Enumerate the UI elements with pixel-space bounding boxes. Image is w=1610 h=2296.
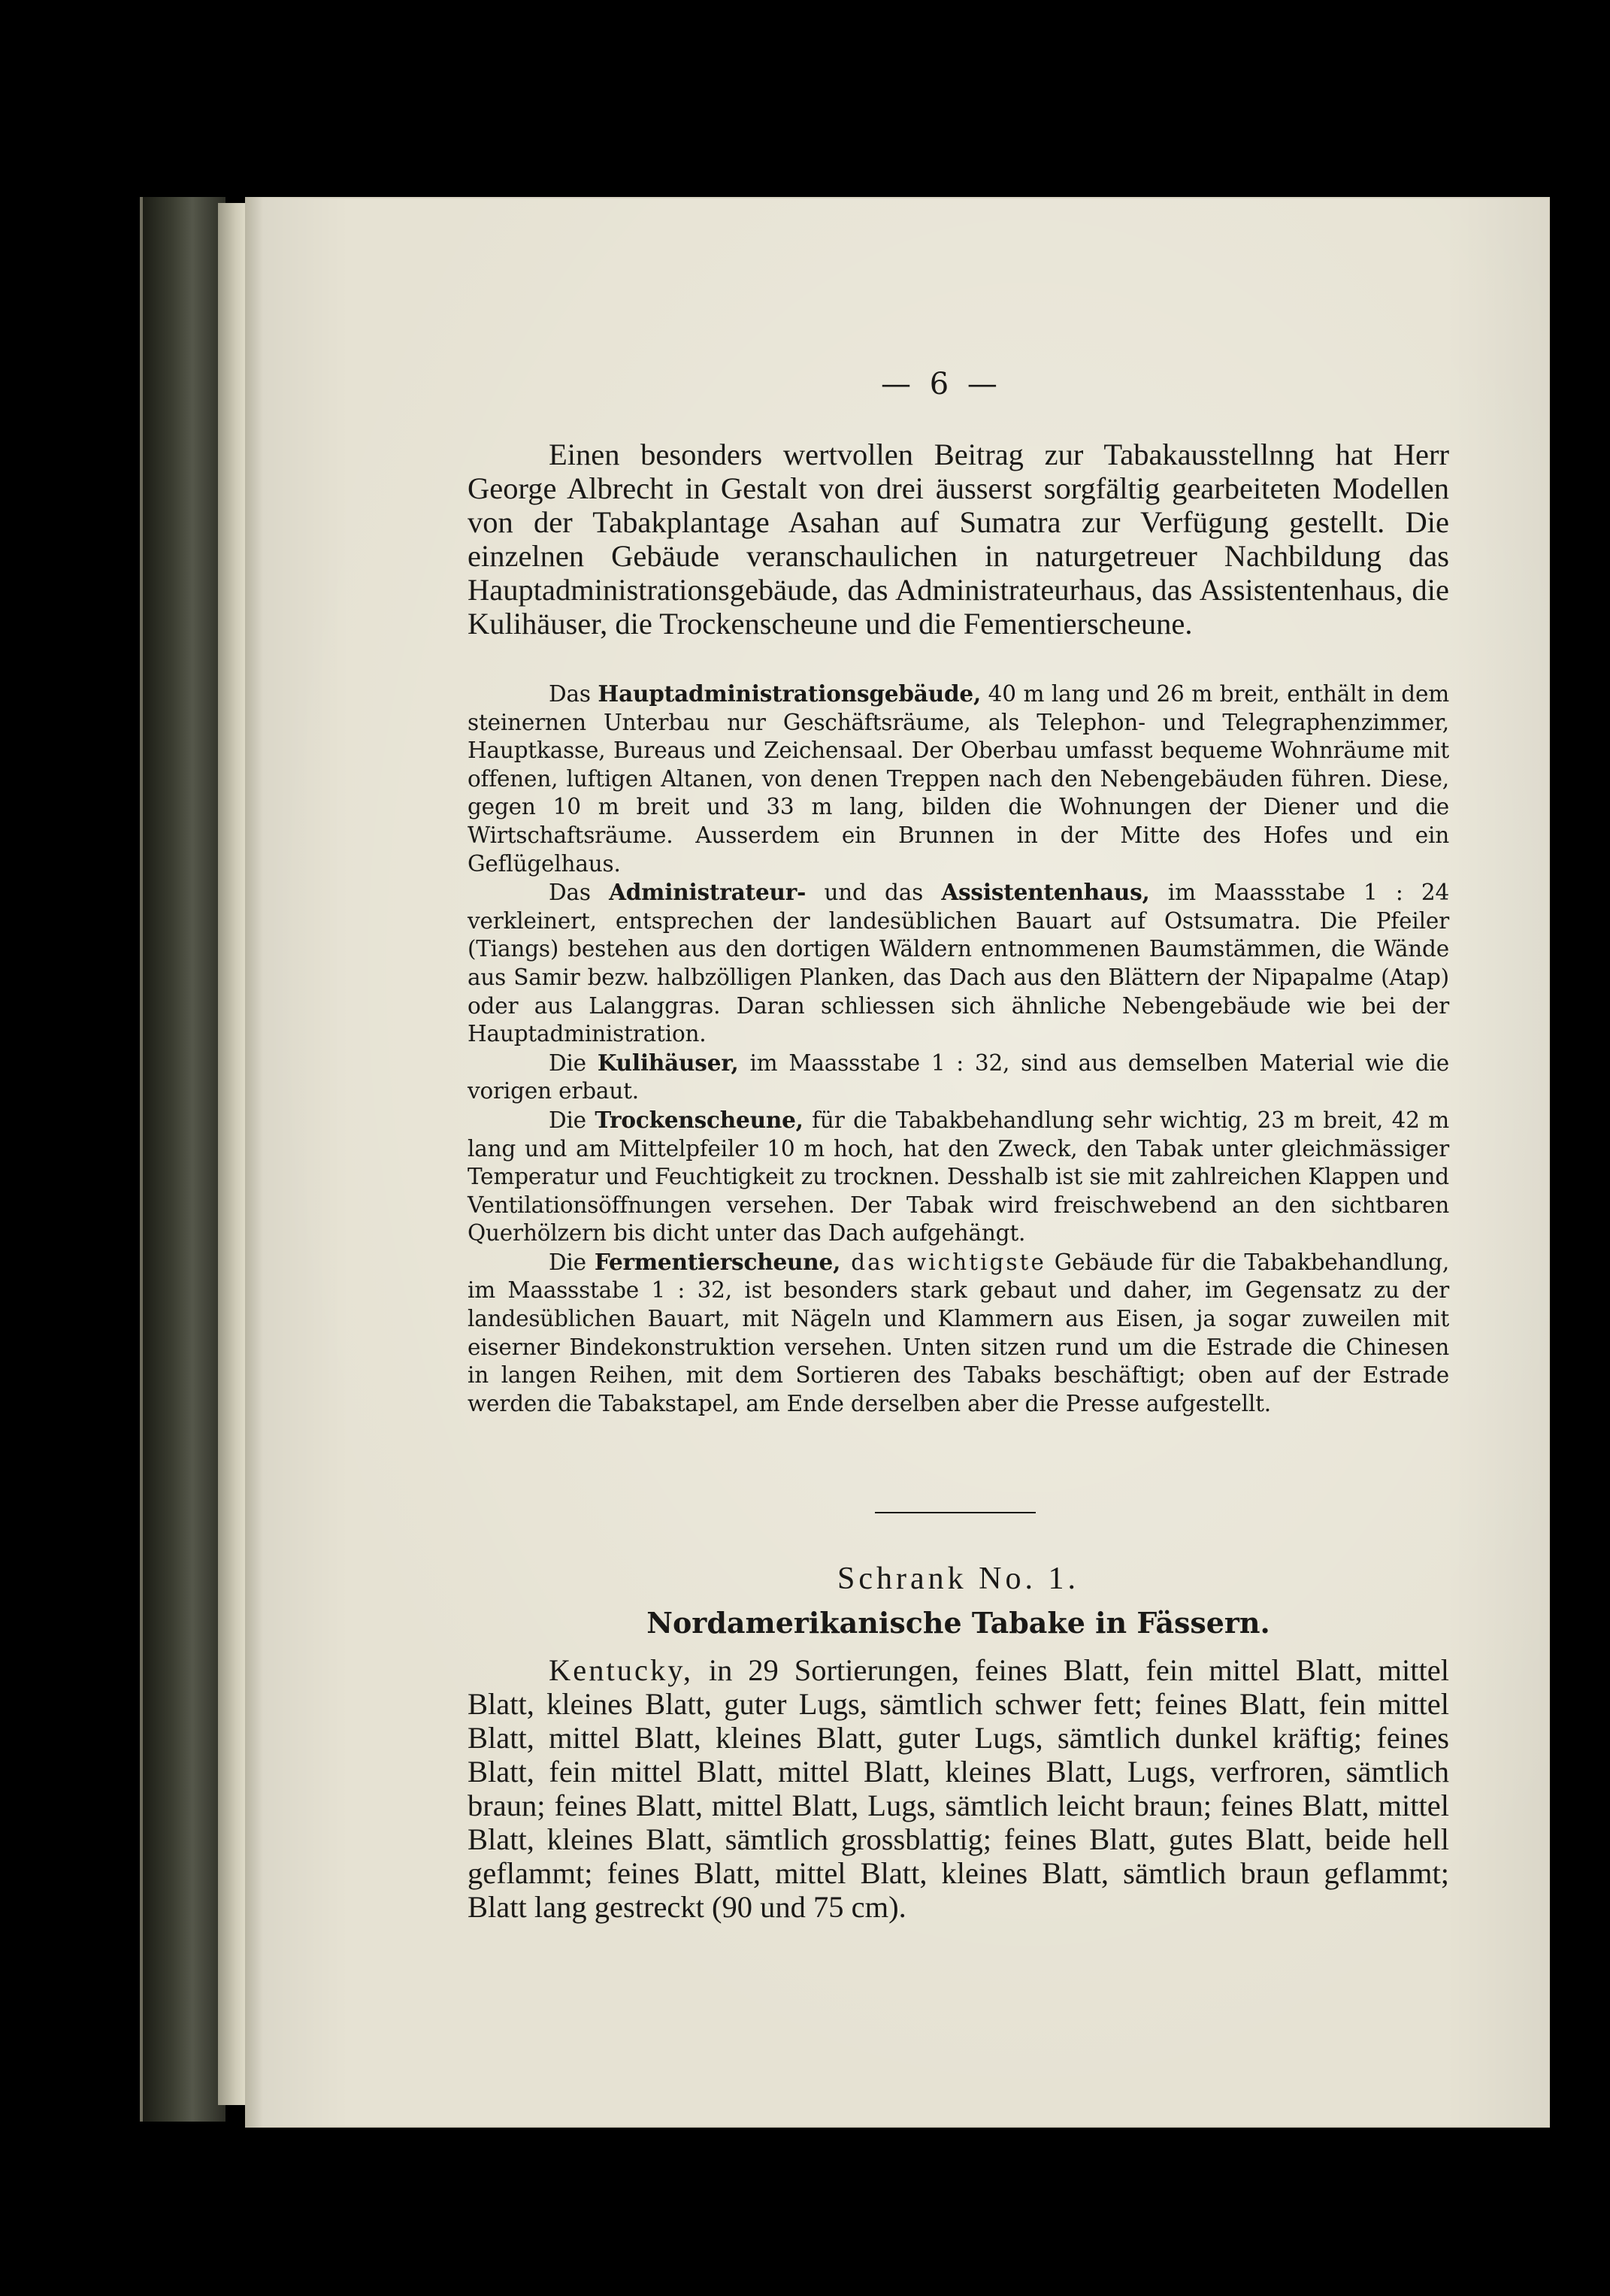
description-mid: und das (806, 880, 942, 906)
description-term: Fermentierscheune, (594, 1248, 841, 1275)
description-lead: Das (549, 880, 610, 906)
book-binding (140, 197, 225, 2122)
description-trockenscheune (468, 1106, 1449, 1248)
kentucky-text (468, 1653, 1449, 1924)
description-term: Kulihäuser, (597, 1049, 739, 1076)
description-term-2: Assistentenhaus, (941, 879, 1150, 906)
description-text: im Maassstabe 1 : 32, sind aus demselben Material wie die vorigen erbaut. (468, 1050, 1450, 1104)
kentucky-paragraph (468, 1653, 1449, 1924)
page-gutter-shadow (245, 197, 263, 2128)
description-fermentierscheune (468, 1248, 1449, 1419)
building-descriptions (468, 680, 1449, 1418)
description-text: 40 m lang und 26 m breit, enthält in dem steinernen Unterbau nur Geschäftsräume, als Telephon- und Telegraphenzimmer, Hauptkasse, Bureaus und Zeichensaal. Der Oberbau umfasst bequeme Wohnräume mit offenen, luftigen Altanen, von denen Treppen nach den Nebengebäuden führen. Diese, gegen 10 m breit und 33 m lang, bilden die Wohnungen der Diener und die Wirtschaftsräume. Ausserdem ein Brunnen in der Mitte des Hofes und ein Geflügelhaus. (468, 681, 1449, 877)
description-lead: Die (549, 1249, 595, 1275)
description-kulihaeuser (468, 1049, 1449, 1106)
description-lead: Die (549, 1107, 595, 1133)
cabinet-heading: Schrank No. 1. (837, 1561, 1079, 1596)
description-administrateurhaus (468, 878, 1449, 1049)
description-emphasis: das wichtigste (840, 1249, 1046, 1275)
kentucky-lead: Kentucky, (549, 1653, 693, 1687)
description-term: Hauptadministrationsgebäude, (598, 680, 982, 707)
description-lead: Das (549, 681, 598, 707)
kentucky-body: in 29 Sortierungen, feines Blatt, fein mittel Blatt, mittel Blatt, kleines Blatt, guter Lugs, sämtlich schwer fett; feines Blatt, fein mittel Blatt, mittel Blatt, kleines Blatt, guter Lugs, sämtlich dunkel kräftig; feines Blatt, fein mittel Blatt, mittel Blatt, kleines Blatt, Lugs, verfroren, sämtlich braun; feines Blatt, mittel Blatt, Lugs, sämtlich leicht braun; feines Blatt, mittel Blatt, kleines Blatt, sämtlich grossblattig; feines Blatt, gutes Blatt, beide hell geflammt; feines Blatt, mittel Blatt, kleines Blatt, sämtlich braun geflammt; Blatt lang gestreckt (90 und 75 cm). (468, 1653, 1449, 1924)
description-term: Trockenscheune, (595, 1106, 803, 1133)
section-title: Nordamerikanische Tabake in Fässern. (646, 1606, 1270, 1640)
description-text: für die Tabakbehandlung sehr wichtig, 23 m breit, 42 m lang und am Mittelpfeiler 10 m hoch, hat den Zweck, den Tabak unter gleichmässiger Temperatur und Feuchtigkeit zu trocknen. Desshalb ist sie mit zahlreichen Klappen und Ventilationsöffnungen versehen. Der Tabak wird freischwebend an den sichtbaren Querhölzern bis dicht unter das Dach aufgehängt. (468, 1107, 1450, 1246)
section-divider (875, 1512, 1036, 1513)
description-text: Gebäude für die Tabakbehandlung, im Maassstabe 1 : 32, ist besonders stark gebaut und daher, im Gegensatz zu der landesüblichen Bauart, mit Nägeln und Klammern aus Eisen, ja sogar zuweilen mit eiserner Bindekonstruktion versehen. Unten sitzen rund um die Estrade die Chinesen in langen Reihen, mit dem Sortieren des Tabaks beschäftigt; oben auf der Estrade werden die Tabakstapel, am Ende derselben aber die Presse aufgestellt. (468, 1249, 1450, 1416)
description-text: im Maassstabe 1 : 24 verkleinert, entsprechen der landesüblichen Bauart auf Ostsumatra. Die Pfeiler (Tiangs) bestehen aus den dortigen Wäldern entnommenen Baumstämmen, die Wände aus Samir bezw. halbzölligen Planken, das Dach aus den Blättern der Nipapalme (Atap) oder aus Lalanggras. Daran schliessen sich ähnliche Nebengebäude wie bei der Hauptadministration. (468, 880, 1450, 1047)
intro-text: Einen besonders wertvollen Beitrag zur Tabakausstellnng hat Herr George Albrecht in Gestalt von drei äusserst sorgfältig gearbeiteten Modellen von der Tabakplantage Asahan auf Sumatra zur Verfügung gestellt. Die einzelnen Gebäude veranschaulichen in naturgetreuer Nachbildung das Hauptadministrationsgebäude, das Administrateurhaus, das Assistentenhaus, die Kulihäuser, die Trockenscheune und die Fementierscheune. (468, 438, 1449, 641)
description-hauptadministration (468, 680, 1449, 878)
description-lead: Die (549, 1050, 598, 1076)
description-term: Administrateur- (609, 879, 807, 906)
intro-paragraph (468, 438, 1449, 641)
page-stack-edge (218, 203, 248, 2105)
page-number: — 6 — (881, 367, 1002, 401)
